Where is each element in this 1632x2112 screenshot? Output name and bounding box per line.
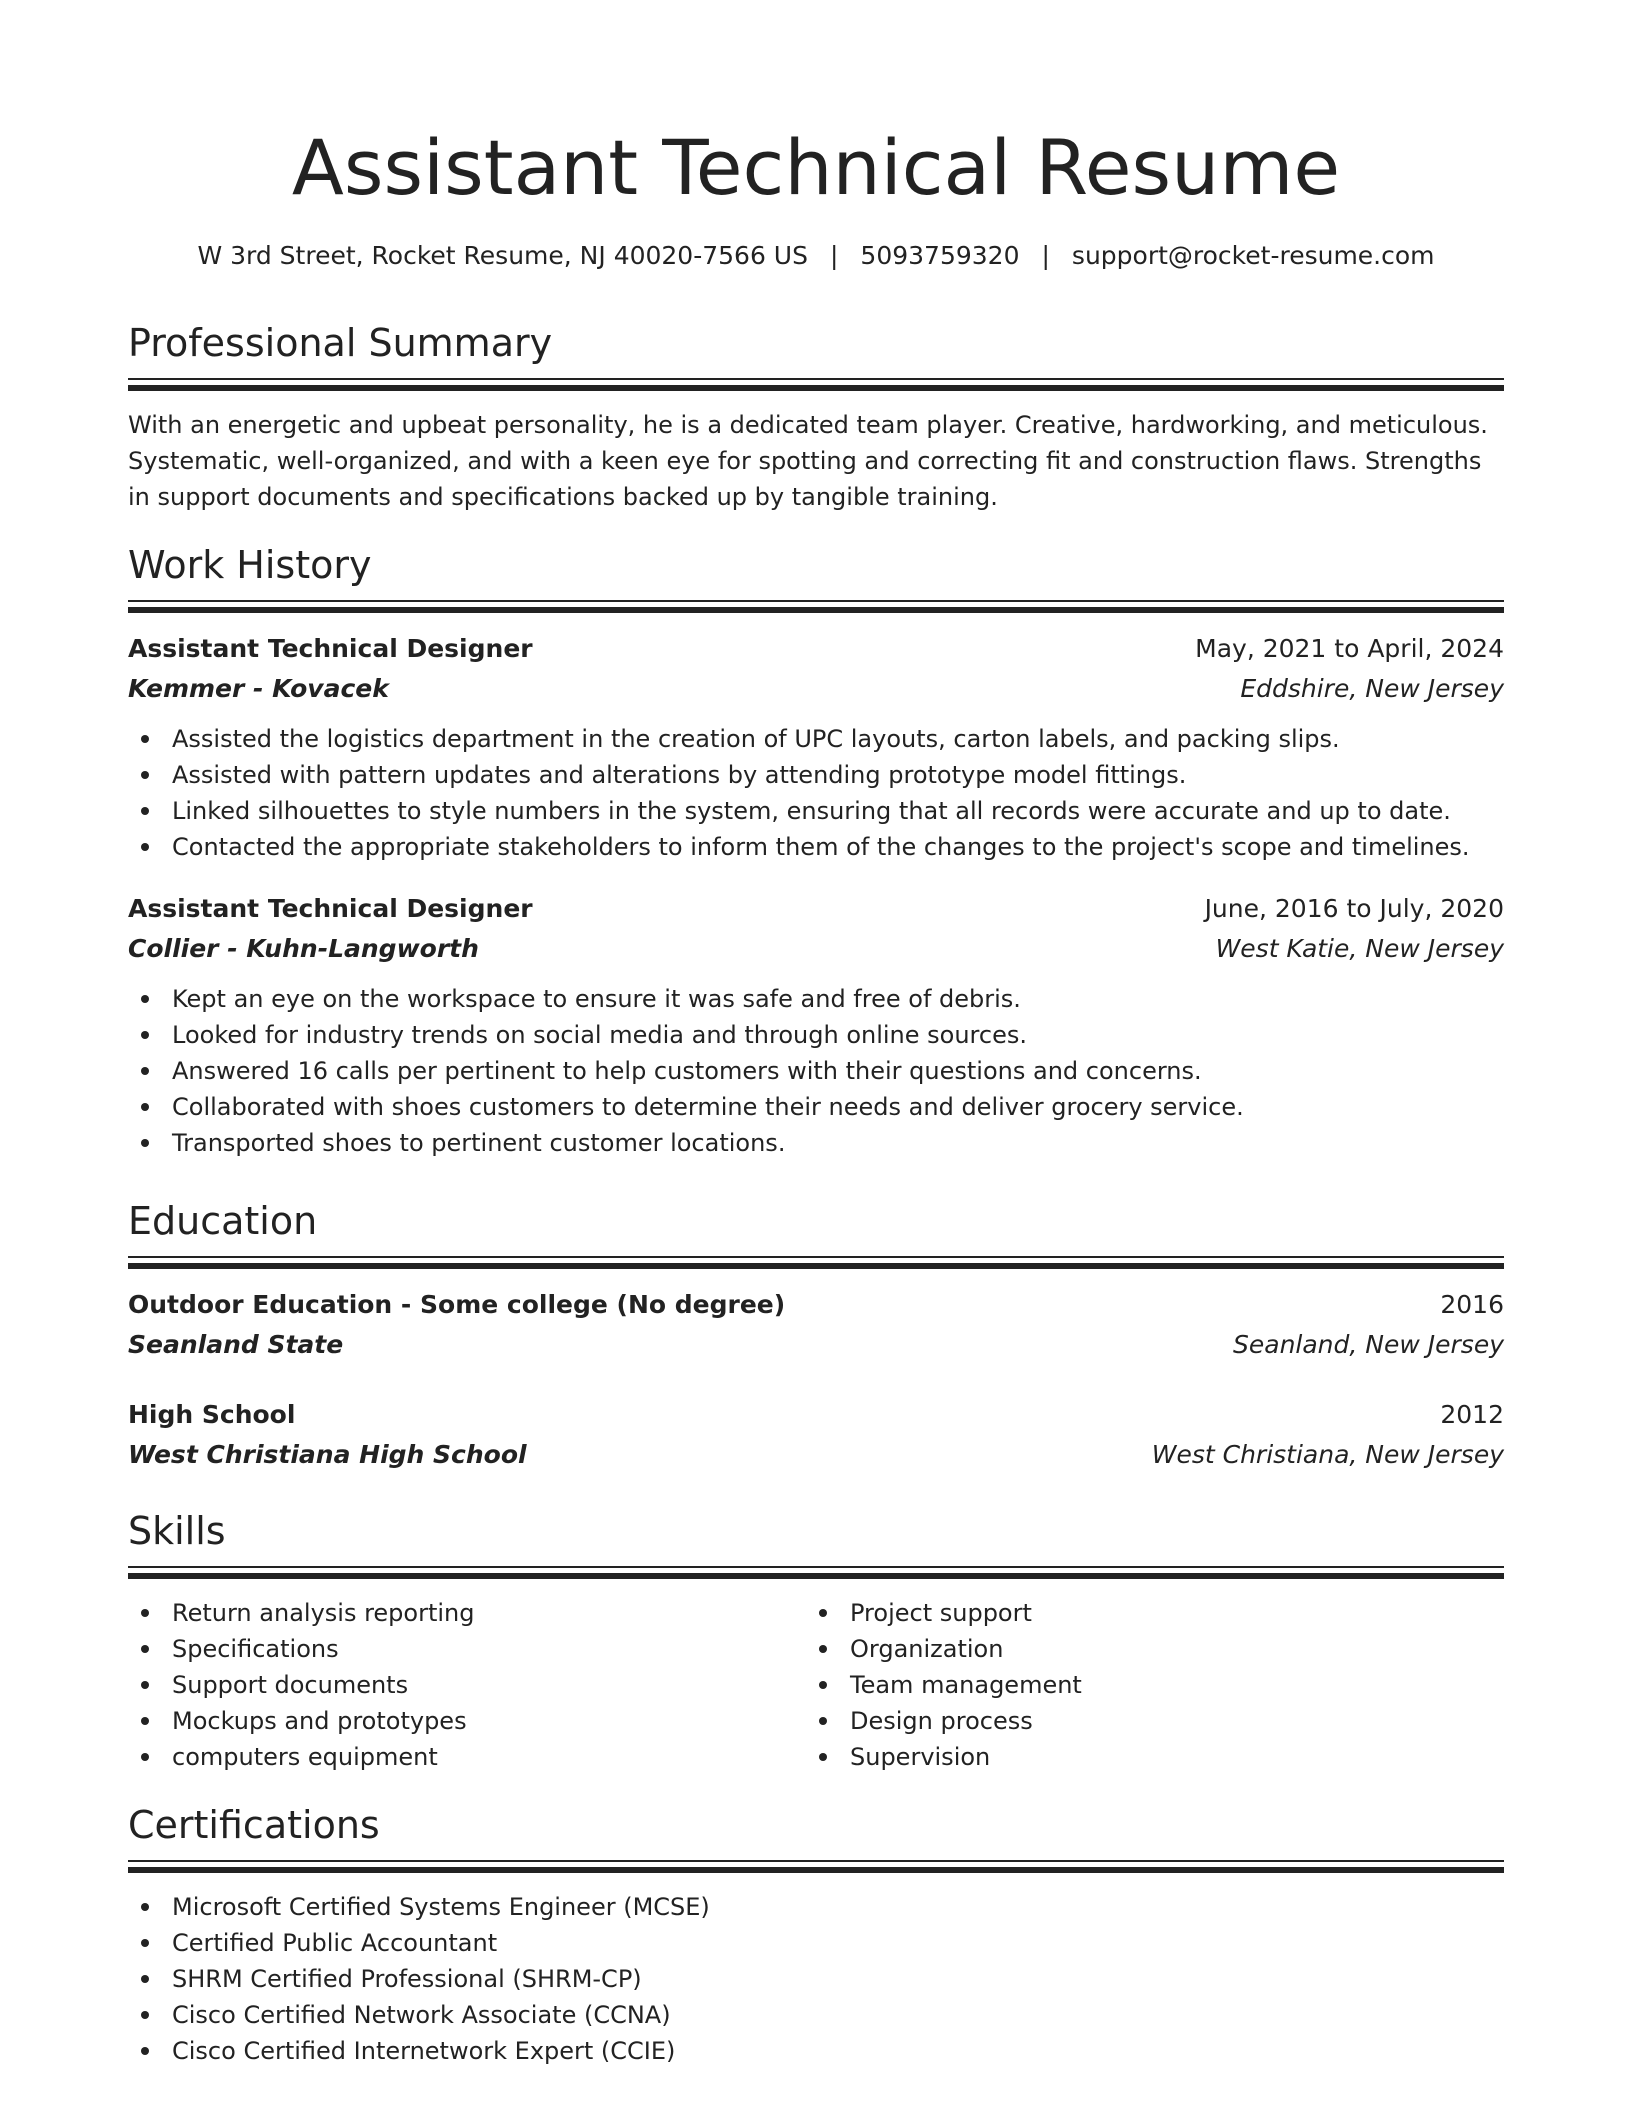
certifications-section: [128, 1800, 1504, 2069]
bullet-text: Answered 16 calls per pertinent to help customers with their questions and concerns.: [172, 1057, 1202, 1085]
skill-text: Mockups and prototypes: [172, 1707, 467, 1735]
list-item: [172, 1961, 1504, 1997]
bullet-dot: [141, 1975, 149, 1983]
list-item: [172, 1889, 1504, 1925]
job-company: Kemmer - Kovacek: [128, 674, 389, 703]
contact-separator: |: [1041, 241, 1050, 270]
job-entry: [128, 889, 1504, 1161]
bullet-dot: [141, 843, 149, 851]
list-item: [172, 1925, 1504, 1961]
section-title-skills: Skills: [128, 1509, 226, 1553]
education-header-row: [128, 1285, 1504, 1325]
education-location: Seanland, New Jersey: [1233, 1330, 1504, 1359]
bullet-dot: [141, 1753, 149, 1761]
section-divider: [128, 1566, 1504, 1581]
list-item: [172, 2033, 1504, 2069]
list-item: [850, 1739, 1484, 1775]
bullet-dot: [141, 1067, 149, 1075]
bullet-dot: [141, 1681, 149, 1689]
list-item: [172, 1053, 1504, 1089]
section-divider: [128, 1860, 1504, 1875]
summary-section: [128, 318, 1504, 515]
skill-text: Design process: [850, 1707, 1033, 1735]
bullet-dot: [141, 995, 149, 1003]
certifications-list: [128, 1889, 1504, 2069]
skill-text: computers equipment: [172, 1743, 438, 1771]
bullet-dot: [819, 1609, 827, 1617]
bullet-dot: [819, 1717, 827, 1725]
skills-section: [128, 1506, 1504, 1775]
job-company: Collier - Kuhn-Langworth: [128, 934, 479, 963]
section-title-certifications: Certifications: [128, 1803, 380, 1847]
skill-text: Supervision: [850, 1743, 991, 1771]
bullet-dot: [141, 735, 149, 743]
certification-text: SHRM Certified Professional (SHRM-CP): [172, 1965, 642, 1993]
bullet-dot: [141, 1645, 149, 1653]
bullet-dot: [819, 1645, 827, 1653]
job-company-row: [128, 929, 1504, 969]
education-entry: [128, 1285, 1504, 1365]
section-divider: [128, 600, 1504, 615]
education-header-row: [128, 1395, 1504, 1435]
skills-column-left: [128, 1595, 806, 1775]
education-section: [128, 1196, 1504, 1475]
skill-text: Organization: [850, 1635, 1004, 1663]
bullet-text: Contacted the appropriate stakeholders to inform them of the changes to the project's scope and timelines.: [172, 833, 1470, 861]
job-role: Assistant Technical Designer: [128, 634, 533, 663]
education-school-row: [128, 1435, 1504, 1475]
bullet-dot: [141, 1609, 149, 1617]
bullet-dot: [819, 1753, 827, 1761]
list-item: [172, 1703, 806, 1739]
education-location: West Christiana, New Jersey: [1151, 1440, 1504, 1469]
skill-text: Specifications: [172, 1635, 339, 1663]
bullet-text: Assisted with pattern updates and alterations by attending prototype model fittings.: [172, 761, 1187, 789]
resume-title: Assistant Technical Resume: [291, 123, 1341, 212]
list-item: [172, 1667, 806, 1703]
skill-text: Return analysis reporting: [172, 1599, 475, 1627]
bullet-text: Collaborated with shoes customers to determine their needs and deliver grocery service.: [172, 1093, 1244, 1121]
bullet-dot: [141, 1103, 149, 1111]
certification-text: Cisco Certified Network Associate (CCNA): [172, 2001, 671, 2029]
job-dates: June, 2016 to July, 2020: [1204, 894, 1504, 923]
job-bullets: [128, 981, 1504, 1161]
bullet-dot: [141, 2011, 149, 2019]
bullet-dot: [141, 1939, 149, 1947]
skill-text: Support documents: [172, 1671, 409, 1699]
list-item: [172, 1739, 806, 1775]
job-bullets: [128, 721, 1504, 865]
bullet-dot: [819, 1681, 827, 1689]
skills-list-right: [806, 1595, 1484, 1775]
job-role: Assistant Technical Designer: [128, 894, 533, 923]
skills-list-left: [128, 1595, 806, 1775]
list-item: [172, 1089, 1504, 1125]
bullet-text: Looked for industry trends on social media and through online sources.: [172, 1021, 1027, 1049]
job-location: Eddshire, New Jersey: [1240, 674, 1504, 703]
work-history-section: [128, 540, 1504, 1161]
job-dates: May, 2021 to April, 2024: [1195, 634, 1504, 663]
job-company-row: [128, 669, 1504, 709]
job-header-row: [128, 889, 1504, 929]
list-item: [172, 721, 1504, 757]
contact-phone: 5093759320: [860, 241, 1020, 270]
certification-text: Certified Public Accountant: [172, 1929, 498, 1957]
bullet-text: Kept an eye on the workspace to ensure it was safe and free of debris.: [172, 985, 1021, 1013]
list-item: [172, 757, 1504, 793]
certification-text: Cisco Certified Internetwork Expert (CCIE): [172, 2037, 676, 2065]
skills-columns: [128, 1595, 1504, 1775]
bullet-dot: [141, 1139, 149, 1147]
section-title-work: Work History: [128, 543, 372, 587]
section-title-education: Education: [128, 1199, 318, 1243]
education-year: 2016: [1440, 1290, 1504, 1319]
list-item: [850, 1631, 1484, 1667]
contact-address: W 3rd Street, Rocket Resume, NJ 40020-7566 US: [197, 241, 808, 270]
list-item: [850, 1703, 1484, 1739]
contact-line: [128, 238, 1504, 274]
education-school: West Christiana High School: [128, 1440, 527, 1469]
bullet-dot: [141, 2047, 149, 2055]
summary-text: With an energetic and upbeat personality, he is a dedicated team player. Creative, hardworking, and meticulous. Systematic, well-organized, and with a keen eye for spotting and correcting fit and construction flaws. Strengths in support documents and specifications backed up by tangible training.: [128, 411, 1488, 511]
bullet-dot: [141, 807, 149, 815]
skills-column-right: [806, 1595, 1484, 1775]
list-item: [172, 829, 1504, 865]
bullet-text: Transported shoes to pertinent customer locations.: [172, 1129, 786, 1157]
list-item: [172, 1595, 806, 1631]
bullet-text: Linked silhouettes to style numbers in the system, ensuring that all records were accurate and up to date.: [172, 797, 1451, 825]
education-year: 2012: [1440, 1400, 1504, 1429]
education-degree: High School: [128, 1400, 296, 1429]
bullet-dot: [141, 1903, 149, 1911]
list-item: [172, 1631, 806, 1667]
contact-separator: |: [829, 241, 839, 270]
education-school-row: [128, 1325, 1504, 1365]
bullet-text: Assisted the logistics department in the creation of UPC layouts, carton labels, and packing slips.: [172, 725, 1340, 753]
job-location: West Katie, New Jersey: [1215, 934, 1504, 963]
bullet-dot: [141, 1031, 149, 1039]
skill-text: Team management: [850, 1671, 1082, 1699]
list-item: [172, 1017, 1504, 1053]
list-item: [850, 1667, 1484, 1703]
bullet-dot: [141, 1717, 149, 1725]
list-item: [172, 981, 1504, 1017]
contact-email: support@rocket-resume.com: [1071, 241, 1435, 270]
job-entry: [128, 629, 1504, 865]
bullet-dot: [141, 771, 149, 779]
list-item: [850, 1595, 1484, 1631]
job-header-row: [128, 629, 1504, 669]
section-title-summary: Professional Summary: [128, 321, 553, 365]
education-degree: Outdoor Education - Some college (No degree): [128, 1290, 786, 1319]
section-divider: [128, 1256, 1504, 1271]
section-divider: [128, 378, 1504, 393]
certification-text: Microsoft Certified Systems Engineer (MCSE): [172, 1893, 710, 1921]
list-item: [172, 1997, 1504, 2033]
skill-text: Project support: [850, 1599, 1032, 1627]
list-item: [172, 1125, 1504, 1161]
education-school: Seanland State: [128, 1330, 344, 1359]
education-entry: [128, 1395, 1504, 1475]
list-item: [172, 793, 1504, 829]
